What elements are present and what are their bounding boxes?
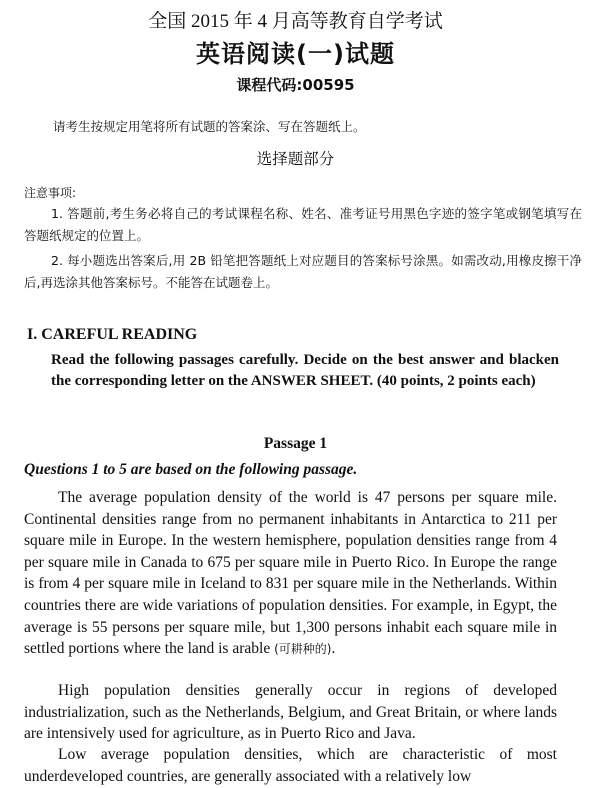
attention-item-1: 1. 答题前,考生务必将自己的考试课程名称、姓名、准考证号用黑色字迹的签字笔或钢笔填写在答题纸规定的位置上。 — [24, 206, 582, 243]
passage-paragraph-1 — [24, 487, 557, 661]
attention-item-2: 2. 每小题选出答案后,用 2B 铅笔把答题纸上对应题目的答案标号涂黑。如需改动,用橡皮擦干净后,再选涂其他答案标号。不能答在试题卷上。 — [24, 253, 582, 290]
part-title: I. CAREFUL READING — [27, 326, 198, 343]
subject-title: 英语阅读(一)试题 — [196, 40, 395, 68]
passage-paragraph-2: High population densities generally occur in regions of developed industrialization, such as the Netherlands, Belgium, and Great Britain, or where lands are intensively used for agriculture, as in Puerto Rico and Java. — [24, 682, 557, 743]
course-code: 课程代码:00595 — [236, 76, 355, 94]
passage-paragraph-3: Low average population densities, which are characteristic of most underdeveloped countries, are generally associated with a relatively low — [24, 746, 557, 785]
attention-title: 注意事项: — [24, 186, 77, 200]
questions-note: Questions 1 to 5 are based on the following passage. — [24, 461, 358, 478]
instruction-note: 请考生按规定用笔将所有试题的答案涂、写在答题纸上。 — [53, 119, 366, 134]
paragraph-1-end: . — [331, 640, 336, 658]
section-heading: 选择题部分 — [256, 150, 335, 168]
part-instruction: Read the following passages carefully. Decide on the best answer and blacken the corresponding letter on the ANSWER SHEET. (40 points, 2 points each) — [51, 352, 559, 389]
paragraph-1-gloss: (可耕种的) — [274, 642, 332, 657]
exam-line: 全国 2015 年 4 月高等教育自学考试 — [148, 11, 443, 32]
paragraph-1-text: The average population density of the world is 47 persons per square mile. Continental densities range from no permanent inhabitants in Antarctica to 211 per square mile in Europe. In the western hemisphere, population densities range from 4 per square mile in Canada to 675 per square mile in Puerto Rico. In Europe the range is from 4 per square mile in Iceland to 831 per square mile in the Netherlands. Within countries there are wide variations of population densities. For example, in Egypt, the average is 55 persons per square mile, but 1,300 persons inhabit each square mile in settled portions where the land is arable — [24, 489, 557, 658]
passage-title: Passage 1 — [263, 435, 328, 452]
